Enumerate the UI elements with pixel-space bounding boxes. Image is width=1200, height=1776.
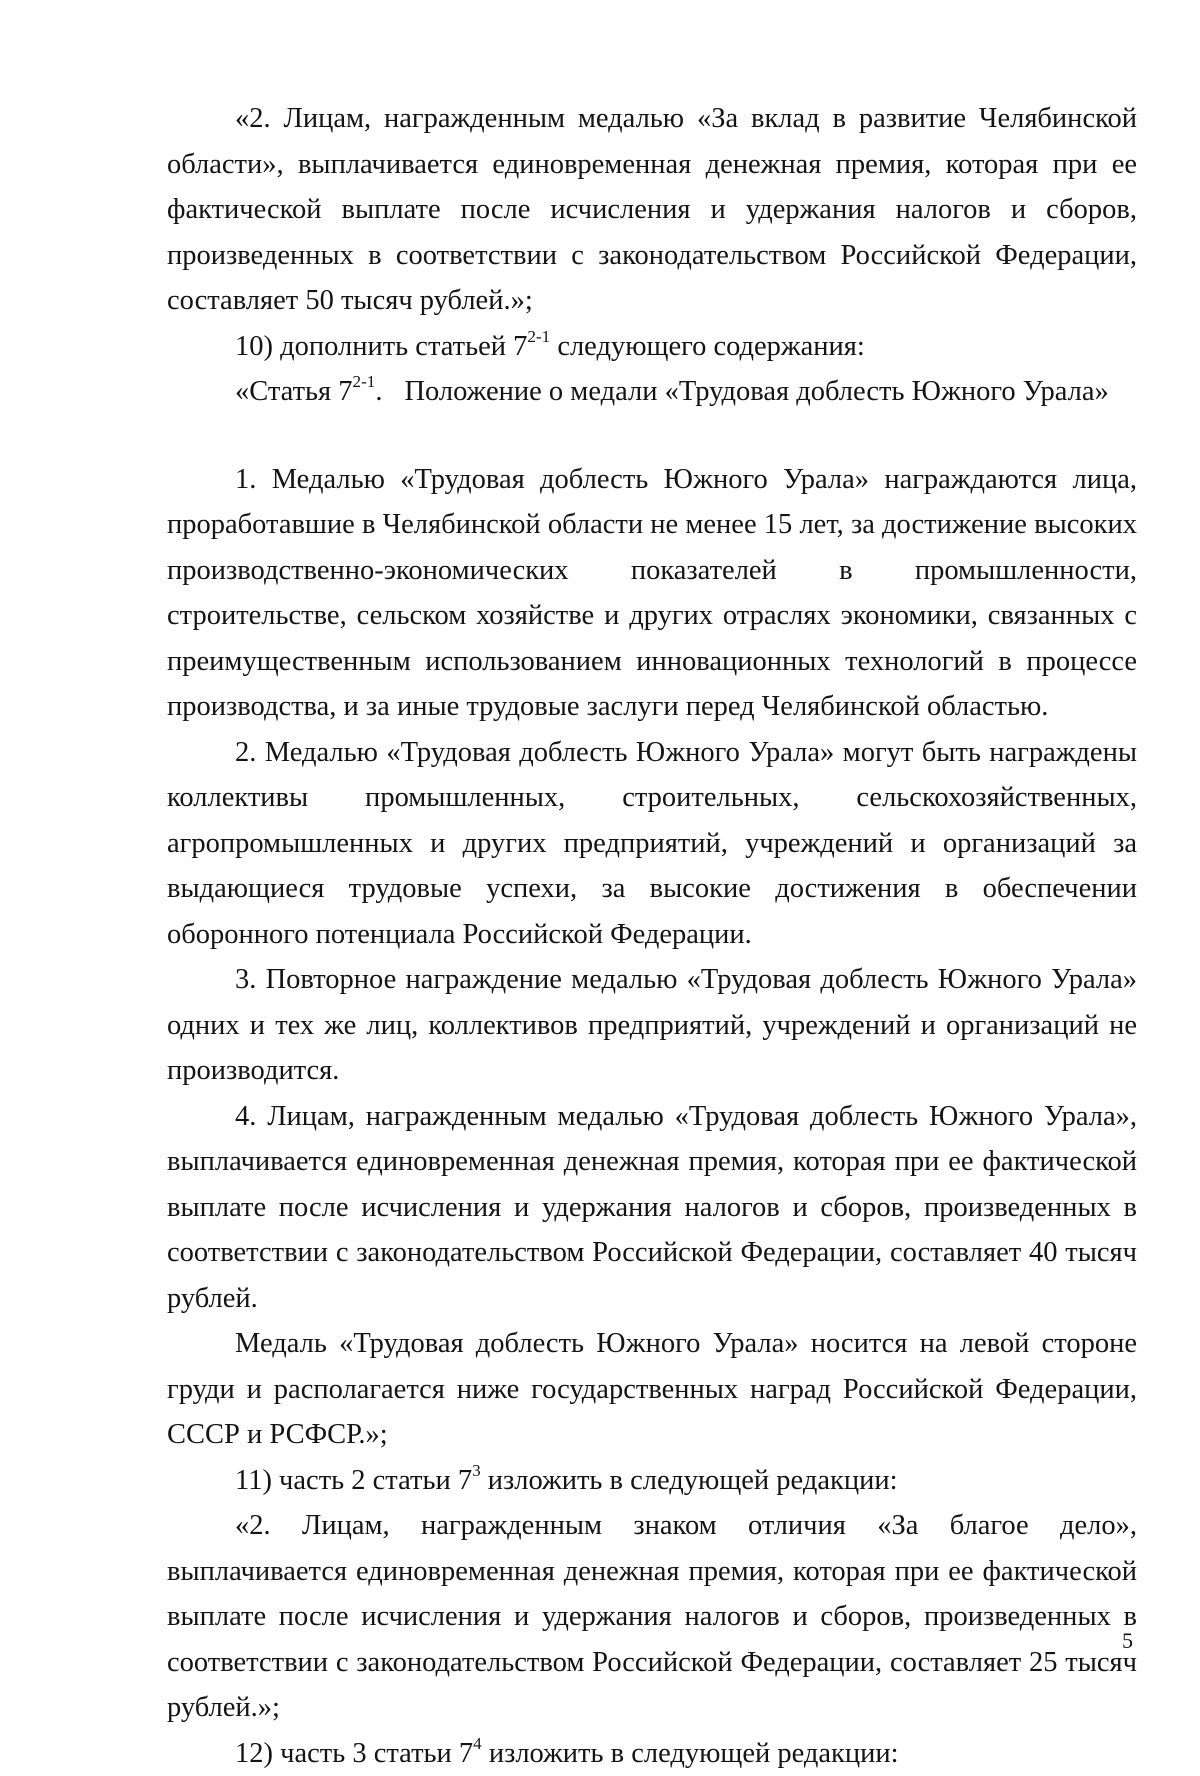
article-label-dot: .	[375, 376, 382, 407]
article-superscript: 2-1	[353, 372, 376, 391]
paragraph-clause-3: 3. Повторное награждение медалью «Трудовая доблесть Южного Урала» одних и тех же лиц, коллективов предприятий, учреждений и организаций не производится.	[167, 957, 1137, 1094]
paragraph-medal-wearing: Медаль «Трудовая доблесть Южного Урала» носится на левой стороне груди и располагается ниже государственных наград Российской Федерации, СССР и РСФСР.»;	[167, 1321, 1137, 1458]
paragraph-clause-1: 1. Медалью «Трудовая доблесть Южного Урала» награждаются лица, проработавшие в Челябинской области не менее 15 лет, за достижение высоких производственно-экономических показателей в промышленности, строительстве, сельском хозяйстве и других отраслях экономики, связанных с преимущественным использованием инновационных технологий в процессе производства, и за иные трудовые заслуги перед Челябинской областью.	[167, 457, 1137, 730]
paragraph-medal-contribution-premium: «2. Лицам, награжденным медалью «За вклад в развитие Челябинской области», выплачивается единовременная денежная премия, которая при ее фактической выплате после исчисления и удержания налогов и сборов, произведенных в соответствии с законодательством Российской Федерации, составляет 50 тысяч рублей.»;	[167, 96, 1137, 324]
item-12-text-end: изложить в следующей редакции:	[482, 1738, 899, 1769]
item-12-text: 12) часть 3 статьи 7	[235, 1738, 473, 1769]
paragraph-item-11	[167, 1458, 1137, 1504]
item-10-text-end: следующего содержания:	[550, 331, 865, 362]
item-10-superscript: 2-1	[527, 327, 550, 346]
item-11-text-end: изложить в следующей редакции:	[481, 1465, 898, 1496]
item-10-text: 10) дополнить статьей 7	[235, 331, 527, 362]
item-11-superscript: 3	[472, 1461, 481, 1480]
document-body	[167, 96, 1137, 1776]
paragraph-good-deed-premium: «2. Лицам, награжденным знаком отличия «За благое дело», выплачивается единовременная денежная премия, которая при ее фактической выплате после исчисления и удержания налогов и сборов, произведенных в соответствии с законодательством Российской Федерации, составляет 25 тысяч рублей.»;	[167, 1503, 1137, 1731]
paragraph-item-10	[167, 324, 1137, 370]
paragraph-clause-2: 2. Медалью «Трудовая доблесть Южного Урала» могут быть награждены коллективы промышленных, строительных, сельскохозяйственных, агропромышленных и других предприятий, учреждений и организаций за выдающиеся трудовые успехи, за высокие достижения в обеспечении оборонного потенциала Российской Федерации.	[167, 730, 1137, 958]
item-11-text: 11) часть 2 статьи 7	[235, 1465, 472, 1496]
article-title: Положение о медали «Трудовая доблесть Южного Урала»	[404, 376, 1108, 407]
item-12-superscript: 4	[473, 1734, 482, 1753]
paragraph-item-12	[167, 1731, 1137, 1776]
article-label: «Статья 7	[235, 376, 353, 407]
paragraph-clause-4: 4. Лицам, награжденным медалью «Трудовая доблесть Южного Урала», выплачивается единовременная денежная премия, которая при ее фактической выплате после исчисления и удержания налогов и сборов, произведенных в соответствии с законодательством Российской Федерации, составляет 40 тысяч рублей.	[167, 1094, 1137, 1322]
article-heading	[167, 369, 1137, 415]
spacer	[167, 415, 1137, 457]
page-number: 5	[1122, 1628, 1133, 1654]
